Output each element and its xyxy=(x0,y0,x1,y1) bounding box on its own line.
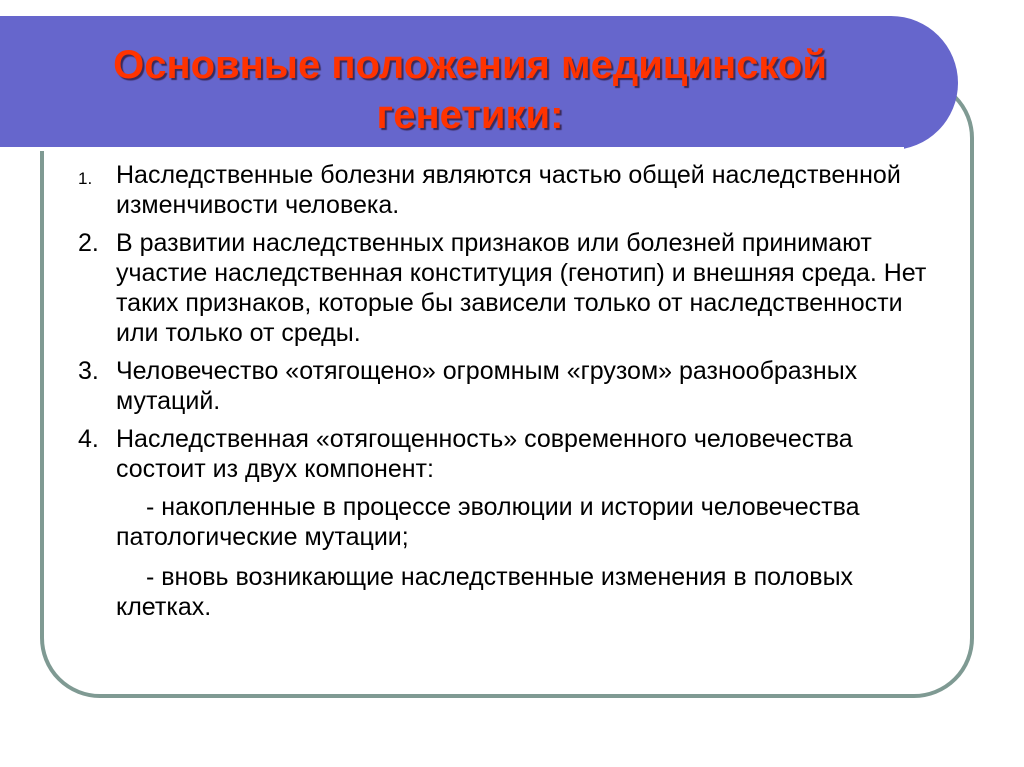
item-text-4: Наследственная «отягощенность» современного человечества состоит из двух компонент: xyxy=(116,425,853,483)
item-number-3: 3. xyxy=(78,357,99,385)
title-underline xyxy=(0,147,904,151)
subitem-text-2: - вновь возникающие наследственные изменения в половых клетках. xyxy=(116,563,854,621)
list-item-2 xyxy=(72,228,932,348)
item-number-1: 1. xyxy=(78,169,93,188)
subitem-text-1: - накопленные в процессе эволюции и истории человечества патологические мутации; xyxy=(116,493,860,551)
item-number-4: 4. xyxy=(78,425,99,453)
slide-title xyxy=(40,40,900,140)
title-bar xyxy=(0,16,958,150)
list-item-3 xyxy=(72,356,932,416)
item-text-2: В развитии наследственных признаков или болезней принимают участие наследственная конституция (генотип) и внешняя среда. Нет таких признаков, которые бы зависели только от наследственности или только от среды. xyxy=(116,229,927,347)
subitem-2 xyxy=(72,562,932,622)
principles-list xyxy=(72,160,932,632)
item-text-3: Человечество «отягощено» огромным «грузом» разнообразных мутаций. xyxy=(116,357,858,415)
subitem-1 xyxy=(72,492,932,552)
item-text-1: Наследственные болезни являются частью общей наследственной изменчивости человека. xyxy=(116,161,901,219)
item-number-2: 2. xyxy=(78,229,99,257)
list-item-1 xyxy=(72,160,932,220)
title-line-2: генетики: xyxy=(376,93,564,137)
title-line-1: Основные положения медицинской xyxy=(113,43,827,87)
list-item-4 xyxy=(72,424,932,484)
